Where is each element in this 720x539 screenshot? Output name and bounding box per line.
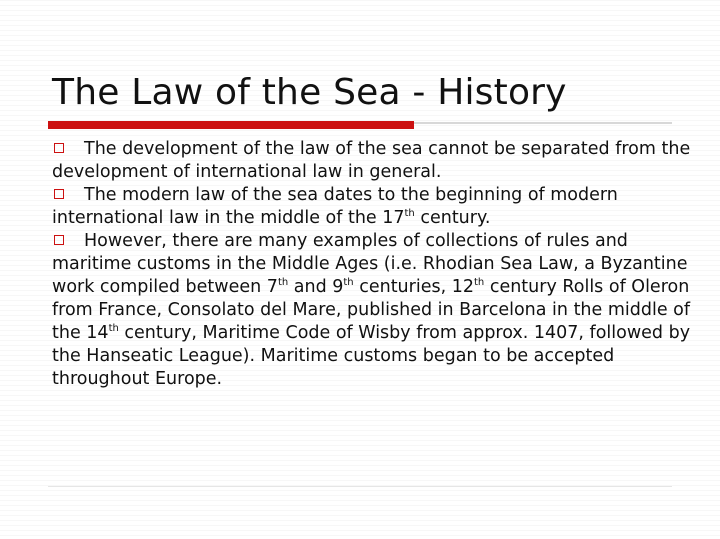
bullet-item-1 bbox=[52, 138, 692, 184]
bullet-1-text: The development of the law of the sea cannot be separated from the development of international law in general. bbox=[52, 139, 691, 182]
bullet-3-text-part-4: century Rolls of Oleron from France, Consolato del Mare, published in Barcelona in the middle of the 14 bbox=[52, 277, 691, 343]
slide-title: The Law of the Sea - History bbox=[52, 72, 567, 113]
bullet-2-text-end: century. bbox=[414, 208, 491, 228]
bullet-3-superscript-2: th bbox=[343, 277, 354, 288]
bullet-3-text-part-5: century, Maritime Code of Wisby from approx. 1407, followed by the Hanseatic League). Maritime customs began to be accepted throughout Europe. bbox=[52, 323, 691, 389]
bullet-item-2 bbox=[52, 184, 692, 230]
bullet-2-text: The modern law of the sea dates to the beginning of modern international law in the middle of the 17 bbox=[52, 185, 618, 228]
title-underline-accent bbox=[48, 121, 414, 129]
bullet-3-superscript-4: th bbox=[108, 323, 119, 334]
bullet-3-text-part-2: and 9 bbox=[288, 277, 344, 297]
hollow-square-bullet-icon bbox=[54, 143, 64, 153]
bullet-3-text-part-1: However, there are many examples of collections of rules and maritime customs in the Middle Ages (i.e. Rhodian Sea Law, a Byzantine work compiled between 7 bbox=[52, 231, 688, 297]
bullet-2-superscript: th bbox=[404, 208, 415, 219]
bullet-item-3 bbox=[52, 230, 692, 391]
slide-body bbox=[52, 138, 692, 391]
bullet-3-text-part-3: centuries, 12 bbox=[353, 277, 474, 297]
hollow-square-bullet-icon bbox=[54, 189, 64, 199]
hollow-square-bullet-icon bbox=[54, 235, 64, 245]
footer-divider bbox=[48, 486, 672, 487]
bullet-3-superscript-3: th bbox=[474, 277, 485, 288]
bullet-3-superscript-1: th bbox=[277, 277, 289, 288]
